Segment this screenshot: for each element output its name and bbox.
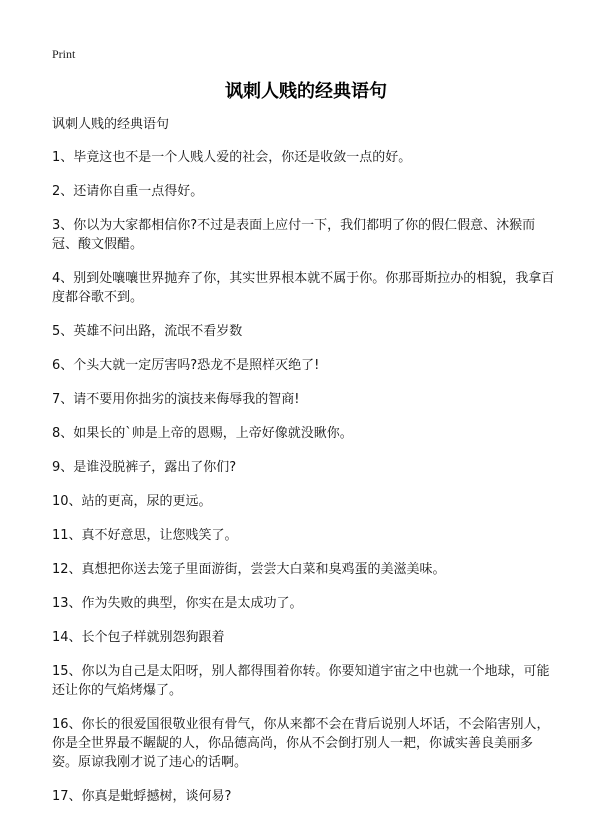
quote-item-9: 9、是谁没脱裤子，露出了你们? (52, 460, 237, 475)
page-title: 讽刺人贱的经典语句 (225, 81, 387, 102)
quote-item-12: 12、真想把你送去笼子里面游街，尝尝大白菜和臭鸡蛋的美滋美味。 (52, 562, 446, 577)
quote-item-5: 5、英雄不问出路，流氓不看岁数 (52, 324, 243, 339)
quote-item-2: 2、还请你自重一点得好。 (52, 184, 204, 199)
print-label: Print (52, 47, 76, 61)
quote-item-4: 4、别到处嚷嚷世界抛弃了你，其实世界根本就不属于你。你那哥斯拉办的相貌，我拿百度都谷歌不到。 (52, 271, 555, 305)
quote-item-7: 7、请不要用你拙劣的演技来侮辱我的智商! (52, 392, 300, 407)
quote-item-6: 6、个头大就一定厉害吗?恐龙不是照样灭绝了! (52, 358, 320, 373)
quote-item-3: 3、你以为大家都相信你?不过是表面上应付一下，我们都明了你的假仁假意、沐猴而冠、酸文假醋。 (52, 218, 536, 252)
quote-item-11: 11、真不好意思，让您贱笑了。 (52, 528, 238, 543)
quote-item-13: 13、作为失败的典型，你实在是太成功了。 (52, 596, 303, 611)
quote-item-1: 1、毕竟这也不是一个人贱人爱的社会，你还是收敛一点的好。 (52, 150, 412, 165)
quote-list (52, 148, 560, 806)
quote-item-10: 10、站的更高，尿的更远。 (52, 494, 212, 509)
quote-item-8: 8、如果长的`帅是上帝的恩赐，上帝好像就没瞅你。 (52, 426, 353, 441)
quote-item-14: 14、长个包子样就别怨狗跟着 (52, 630, 225, 645)
quote-item-15: 15、你以为自己是太阳呀，别人都得围着你转。你要知道宇宙之中也就一个地球，可能还让你的气焰烤爆了。 (52, 664, 550, 698)
quote-item-16: 16、你长的很爱国很敬业很有骨气，你从来都不会在背后说别人坏话，不会陷害别人，你是全世界最不龌龊的人，你品德高尚，你从不会倒打别人一耙，你诚实善良美丽多姿。原谅我刚才说了违心的话啊。 (52, 717, 550, 770)
quote-item-17: 17、你真是蚍蜉撼树，谈何易? (52, 789, 232, 804)
subheading: 讽刺人贱的经典语句 (52, 117, 170, 132)
